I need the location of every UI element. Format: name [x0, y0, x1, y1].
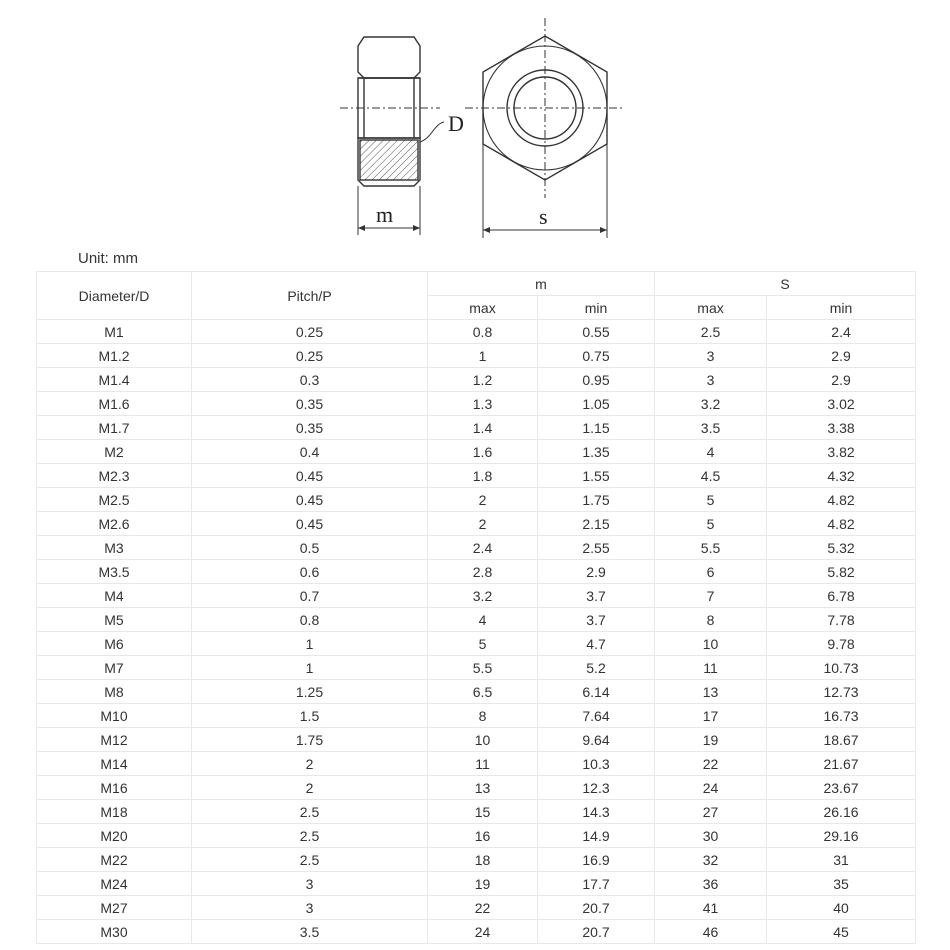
cell-diameter: M18 — [37, 800, 192, 824]
cell-s-max: 13 — [655, 680, 767, 704]
cell-m-max: 1.2 — [428, 368, 538, 392]
cell-m-max: 4 — [428, 608, 538, 632]
cell-m-min: 10.3 — [538, 752, 655, 776]
cell-diameter: M5 — [37, 608, 192, 632]
cell-pitch: 0.25 — [192, 344, 428, 368]
table-row — [37, 728, 916, 752]
header-s: S — [655, 272, 916, 296]
table-row — [37, 536, 916, 560]
cell-m-min: 4.7 — [538, 632, 655, 656]
table-row — [37, 344, 916, 368]
cell-m-min: 2.55 — [538, 536, 655, 560]
cell-m-max: 8 — [428, 704, 538, 728]
cell-m-max: 3.2 — [428, 584, 538, 608]
cell-m-max: 15 — [428, 800, 538, 824]
cell-s-max: 30 — [655, 824, 767, 848]
cell-m-max: 16 — [428, 824, 538, 848]
cell-m-min: 3.7 — [538, 584, 655, 608]
cell-m-min: 12.3 — [538, 776, 655, 800]
cell-m-max: 2 — [428, 512, 538, 536]
label-m: m — [376, 202, 394, 227]
table-row — [37, 392, 916, 416]
cell-pitch: 0.45 — [192, 464, 428, 488]
cell-pitch: 2 — [192, 776, 428, 800]
table-row — [37, 416, 916, 440]
cell-diameter: M2 — [37, 440, 192, 464]
cell-pitch: 3 — [192, 896, 428, 920]
cell-diameter: M8 — [37, 680, 192, 704]
cell-pitch: 3.5 — [192, 920, 428, 944]
table-row — [37, 872, 916, 896]
cell-diameter: M1.6 — [37, 392, 192, 416]
cell-s-max: 22 — [655, 752, 767, 776]
cell-pitch: 1.5 — [192, 704, 428, 728]
cell-s-max: 5.5 — [655, 536, 767, 560]
hex-nut-technical-drawing — [0, 0, 950, 245]
header-m-min: min — [538, 296, 655, 320]
table-row — [37, 800, 916, 824]
cell-m-min: 0.75 — [538, 344, 655, 368]
cell-s-max: 5 — [655, 512, 767, 536]
cell-m-min: 1.75 — [538, 488, 655, 512]
cell-pitch: 0.5 — [192, 536, 428, 560]
cell-s-max: 3.2 — [655, 392, 767, 416]
cell-s-max: 2.5 — [655, 320, 767, 344]
nut-dimension-table — [36, 271, 916, 944]
cell-diameter: M20 — [37, 824, 192, 848]
cell-s-min: 4.32 — [767, 464, 916, 488]
cell-pitch: 0.8 — [192, 608, 428, 632]
cell-s-min: 4.82 — [767, 488, 916, 512]
cell-m-min: 1.55 — [538, 464, 655, 488]
cell-diameter: M14 — [37, 752, 192, 776]
cell-s-max: 41 — [655, 896, 767, 920]
cell-m-min: 3.7 — [538, 608, 655, 632]
header-m-max: max — [428, 296, 538, 320]
cell-pitch: 2.5 — [192, 800, 428, 824]
cell-m-max: 11 — [428, 752, 538, 776]
cell-m-min: 6.14 — [538, 680, 655, 704]
header-s-max: max — [655, 296, 767, 320]
table-row — [37, 464, 916, 488]
cell-s-max: 7 — [655, 584, 767, 608]
cell-diameter: M30 — [37, 920, 192, 944]
label-s: s — [539, 204, 548, 229]
cell-m-min: 20.7 — [538, 896, 655, 920]
cell-s-max: 36 — [655, 872, 767, 896]
table-row — [37, 368, 916, 392]
cell-m-max: 6.5 — [428, 680, 538, 704]
cell-diameter: M1 — [37, 320, 192, 344]
table-row — [37, 776, 916, 800]
cell-m-max: 10 — [428, 728, 538, 752]
cell-s-min: 12.73 — [767, 680, 916, 704]
cell-m-min: 14.9 — [538, 824, 655, 848]
cell-s-min: 9.78 — [767, 632, 916, 656]
cell-s-min: 6.78 — [767, 584, 916, 608]
cell-m-min: 2.15 — [538, 512, 655, 536]
cell-m-min: 1.35 — [538, 440, 655, 464]
header-s-min: min — [767, 296, 916, 320]
cell-pitch: 0.3 — [192, 368, 428, 392]
cell-s-max: 3.5 — [655, 416, 767, 440]
cell-s-min: 45 — [767, 920, 916, 944]
cell-m-min: 2.9 — [538, 560, 655, 584]
cell-pitch: 2.5 — [192, 824, 428, 848]
header-diameter: Diameter/D — [37, 272, 192, 320]
table-row — [37, 320, 916, 344]
header-m: m — [428, 272, 655, 296]
cell-m-max: 1.6 — [428, 440, 538, 464]
cell-pitch: 2.5 — [192, 848, 428, 872]
cell-s-max: 5 — [655, 488, 767, 512]
cell-m-max: 0.8 — [428, 320, 538, 344]
cell-s-max: 46 — [655, 920, 767, 944]
cell-m-min: 17.7 — [538, 872, 655, 896]
cell-m-min: 0.95 — [538, 368, 655, 392]
cell-m-max: 19 — [428, 872, 538, 896]
table-row — [37, 512, 916, 536]
cell-diameter: M16 — [37, 776, 192, 800]
cell-s-min: 3.82 — [767, 440, 916, 464]
table-row — [37, 440, 916, 464]
cell-s-max: 4.5 — [655, 464, 767, 488]
cell-s-min: 2.9 — [767, 344, 916, 368]
cell-m-max: 1.8 — [428, 464, 538, 488]
cell-s-max: 8 — [655, 608, 767, 632]
cell-m-min: 7.64 — [538, 704, 655, 728]
cell-pitch: 0.7 — [192, 584, 428, 608]
cell-s-min: 23.67 — [767, 776, 916, 800]
table-row — [37, 848, 916, 872]
cell-pitch: 0.45 — [192, 488, 428, 512]
cell-pitch: 1.25 — [192, 680, 428, 704]
cell-m-max: 22 — [428, 896, 538, 920]
cell-s-min: 2.9 — [767, 368, 916, 392]
table-row — [37, 632, 916, 656]
cell-pitch: 1 — [192, 632, 428, 656]
cell-s-min: 18.67 — [767, 728, 916, 752]
cell-diameter: M7 — [37, 656, 192, 680]
cell-s-min: 3.38 — [767, 416, 916, 440]
cell-m-min: 14.3 — [538, 800, 655, 824]
table-row — [37, 608, 916, 632]
cell-diameter: M2.3 — [37, 464, 192, 488]
cell-m-max: 1.3 — [428, 392, 538, 416]
cell-s-max: 6 — [655, 560, 767, 584]
cell-s-max: 17 — [655, 704, 767, 728]
table-row — [37, 752, 916, 776]
cell-pitch: 0.45 — [192, 512, 428, 536]
cell-s-max: 24 — [655, 776, 767, 800]
cell-diameter: M10 — [37, 704, 192, 728]
label-d: D — [448, 111, 464, 136]
cell-m-max: 13 — [428, 776, 538, 800]
cell-s-min: 5.82 — [767, 560, 916, 584]
cell-diameter: M6 — [37, 632, 192, 656]
cell-s-max: 3 — [655, 344, 767, 368]
cell-pitch: 0.35 — [192, 392, 428, 416]
cell-pitch: 3 — [192, 872, 428, 896]
table-row — [37, 656, 916, 680]
cell-s-min: 29.16 — [767, 824, 916, 848]
cell-pitch: 0.35 — [192, 416, 428, 440]
cell-s-max: 19 — [655, 728, 767, 752]
cell-m-max: 1.4 — [428, 416, 538, 440]
cell-s-max: 4 — [655, 440, 767, 464]
cell-m-max: 24 — [428, 920, 538, 944]
table-row — [37, 560, 916, 584]
cell-s-min: 35 — [767, 872, 916, 896]
cell-pitch: 1.75 — [192, 728, 428, 752]
cell-s-max: 10 — [655, 632, 767, 656]
table-body — [37, 320, 916, 944]
table-row — [37, 680, 916, 704]
cell-s-min: 40 — [767, 896, 916, 920]
cell-m-max: 2 — [428, 488, 538, 512]
cell-pitch: 2 — [192, 752, 428, 776]
cell-m-min: 1.15 — [538, 416, 655, 440]
cell-s-min: 4.82 — [767, 512, 916, 536]
cell-diameter: M22 — [37, 848, 192, 872]
cell-m-min: 0.55 — [538, 320, 655, 344]
cell-diameter: M1.4 — [37, 368, 192, 392]
cell-s-min: 16.73 — [767, 704, 916, 728]
cell-diameter: M1.2 — [37, 344, 192, 368]
cell-diameter: M2.6 — [37, 512, 192, 536]
cell-diameter: M3 — [37, 536, 192, 560]
cell-diameter: M3.5 — [37, 560, 192, 584]
cell-pitch: 1 — [192, 656, 428, 680]
cell-s-min: 26.16 — [767, 800, 916, 824]
cell-s-min: 3.02 — [767, 392, 916, 416]
cell-m-min: 1.05 — [538, 392, 655, 416]
cell-s-max: 27 — [655, 800, 767, 824]
cell-m-min: 20.7 — [538, 920, 655, 944]
cell-diameter: M27 — [37, 896, 192, 920]
cell-diameter: M1.7 — [37, 416, 192, 440]
table-row — [37, 920, 916, 944]
cell-s-min: 10.73 — [767, 656, 916, 680]
cell-s-max: 3 — [655, 368, 767, 392]
cell-diameter: M12 — [37, 728, 192, 752]
cell-m-min: 5.2 — [538, 656, 655, 680]
cell-m-min: 16.9 — [538, 848, 655, 872]
table-row — [37, 584, 916, 608]
cell-m-max: 2.4 — [428, 536, 538, 560]
cell-m-max: 5 — [428, 632, 538, 656]
cell-pitch: 0.25 — [192, 320, 428, 344]
cell-pitch: 0.6 — [192, 560, 428, 584]
table-row — [37, 488, 916, 512]
cell-pitch: 0.4 — [192, 440, 428, 464]
cell-s-min: 2.4 — [767, 320, 916, 344]
cell-s-min: 7.78 — [767, 608, 916, 632]
cell-m-max: 2.8 — [428, 560, 538, 584]
table-row — [37, 704, 916, 728]
cell-s-min: 21.67 — [767, 752, 916, 776]
cell-s-max: 11 — [655, 656, 767, 680]
header-pitch: Pitch/P — [192, 272, 428, 320]
cell-m-max: 18 — [428, 848, 538, 872]
cell-s-min: 31 — [767, 848, 916, 872]
table-row — [37, 824, 916, 848]
cell-diameter: M24 — [37, 872, 192, 896]
table-row — [37, 896, 916, 920]
unit-label: Unit: mm — [78, 250, 138, 267]
cell-diameter: M4 — [37, 584, 192, 608]
cell-diameter: M2.5 — [37, 488, 192, 512]
cell-s-max: 32 — [655, 848, 767, 872]
cell-s-min: 5.32 — [767, 536, 916, 560]
cell-m-max: 1 — [428, 344, 538, 368]
cell-m-max: 5.5 — [428, 656, 538, 680]
cell-m-min: 9.64 — [538, 728, 655, 752]
